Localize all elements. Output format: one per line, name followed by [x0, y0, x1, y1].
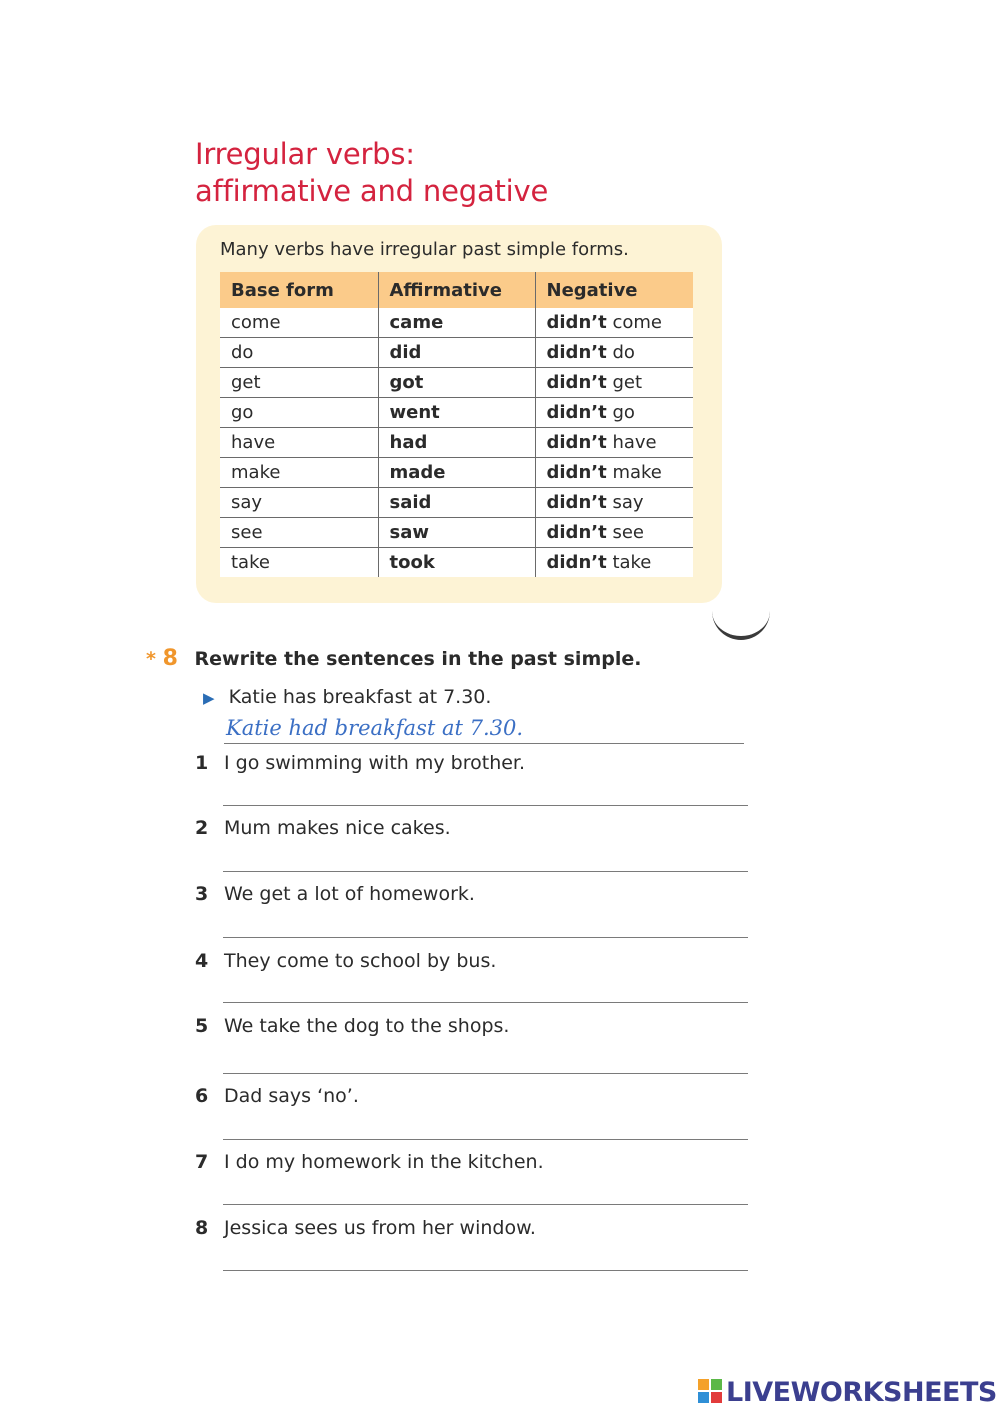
- cell-affirmative: said: [378, 488, 535, 518]
- table-row: [220, 368, 693, 398]
- answer-line[interactable]: [223, 1204, 748, 1205]
- item-sentence: They come to school by bus.: [224, 950, 497, 972]
- cell-affirmative: had: [378, 428, 535, 458]
- negative-verb: take: [612, 552, 652, 573]
- table-row: [220, 518, 693, 548]
- cell-affirmative: took: [378, 548, 535, 578]
- cell-base-form: see: [220, 518, 378, 548]
- item-sentence: I go swimming with my brother.: [224, 752, 526, 774]
- cell-affirmative: did: [378, 338, 535, 368]
- cell-base-form: take: [220, 548, 378, 578]
- cell-negative: [535, 428, 693, 458]
- example-sentence: Katie has breakfast at 7.30.: [228, 686, 492, 708]
- item-sentence: Dad says ‘no’.: [224, 1085, 359, 1107]
- answer-line[interactable]: [223, 937, 748, 938]
- liveworksheets-logo-icon: [697, 1378, 723, 1404]
- table-row: [220, 398, 693, 428]
- table-row: [220, 338, 693, 368]
- exercise-item: [195, 1217, 536, 1239]
- answer-line[interactable]: [223, 1073, 748, 1074]
- negative-verb: come: [612, 312, 662, 333]
- cell-affirmative: came: [378, 308, 535, 338]
- negative-auxiliary: didn’t: [546, 552, 607, 573]
- exercise-item: [195, 817, 451, 839]
- negative-verb: see: [612, 522, 644, 543]
- item-sentence: We take the dog to the shops.: [224, 1015, 510, 1037]
- item-sentence: I do my homework in the kitchen.: [224, 1151, 544, 1173]
- header-base-form: Base form: [220, 272, 378, 308]
- negative-verb: have: [612, 432, 657, 453]
- negative-auxiliary: didn’t: [546, 432, 607, 453]
- difficulty-star-icon: *: [146, 648, 156, 670]
- negative-auxiliary: didn’t: [546, 522, 607, 543]
- header-negative: Negative: [535, 272, 693, 308]
- exercise-item: [195, 950, 496, 972]
- cell-base-form: say: [220, 488, 378, 518]
- brand-logo: [697, 1377, 997, 1408]
- negative-auxiliary: didn’t: [546, 492, 607, 513]
- negative-verb: do: [612, 342, 635, 363]
- item-sentence: We get a lot of homework.: [224, 883, 475, 905]
- negative-verb: make: [612, 462, 662, 483]
- title-line-1: Irregular verbs:: [195, 137, 415, 171]
- item-number: 6: [195, 1085, 209, 1107]
- cell-base-form: go: [220, 398, 378, 428]
- example-item: [203, 686, 491, 708]
- answer-line[interactable]: [223, 1139, 748, 1140]
- header-affirmative: Affirmative: [378, 272, 535, 308]
- item-number: 3: [195, 883, 209, 905]
- cell-negative: [535, 458, 693, 488]
- cell-negative: [535, 548, 693, 578]
- cell-base-form: come: [220, 308, 378, 338]
- item-number: 5: [195, 1015, 209, 1037]
- exercise-heading: [146, 646, 641, 671]
- cell-negative: [535, 488, 693, 518]
- play-arrow-icon: ▶: [203, 689, 215, 707]
- item-number: 7: [195, 1151, 209, 1173]
- exercise-item: [195, 883, 475, 905]
- example-answer: Katie had breakfast at 7.30.: [226, 716, 524, 740]
- item-sentence: Jessica sees us from her window.: [224, 1217, 536, 1239]
- cell-negative: [535, 398, 693, 428]
- exercise-number: 8: [162, 646, 178, 671]
- negative-auxiliary: didn’t: [546, 312, 607, 333]
- irregular-verbs-table: [220, 272, 693, 577]
- cell-negative: [535, 368, 693, 398]
- cell-affirmative: made: [378, 458, 535, 488]
- cell-negative: [535, 518, 693, 548]
- answer-line[interactable]: [223, 805, 748, 806]
- negative-verb: say: [612, 492, 644, 513]
- section-title: [195, 136, 548, 210]
- grammar-intro: Many verbs have irregular past simple forms.: [220, 239, 629, 260]
- table-row: [220, 428, 693, 458]
- negative-auxiliary: didn’t: [546, 372, 607, 393]
- cell-base-form: have: [220, 428, 378, 458]
- table-header-row: [220, 272, 693, 308]
- negative-auxiliary: didn’t: [546, 462, 607, 483]
- cell-base-form: do: [220, 338, 378, 368]
- item-number: 8: [195, 1217, 209, 1239]
- cell-base-form: get: [220, 368, 378, 398]
- negative-auxiliary: didn’t: [546, 342, 607, 363]
- exercise-item: [195, 1151, 544, 1173]
- table-row: [220, 458, 693, 488]
- title-line-2: affirmative and negative: [195, 174, 549, 208]
- answer-line[interactable]: [223, 1002, 748, 1003]
- exercise-item: [195, 752, 525, 774]
- exercise-instruction: Rewrite the sentences in the past simple.: [194, 648, 642, 670]
- cell-negative: [535, 308, 693, 338]
- table-row: [220, 308, 693, 338]
- item-number: 1: [195, 752, 209, 774]
- negative-verb: go: [612, 402, 635, 423]
- table-row: [220, 548, 693, 578]
- item-number: 2: [195, 817, 209, 839]
- exercise-item: [195, 1085, 359, 1107]
- cell-negative: [535, 338, 693, 368]
- answer-line[interactable]: [223, 1270, 748, 1271]
- decorative-arc: [712, 606, 770, 640]
- item-number: 4: [195, 950, 209, 972]
- cell-base-form: make: [220, 458, 378, 488]
- negative-auxiliary: didn’t: [546, 402, 607, 423]
- exercise-item: [195, 1015, 509, 1037]
- negative-verb: get: [612, 372, 642, 393]
- table-row: [220, 488, 693, 518]
- example-answer-line: [224, 743, 744, 744]
- cell-affirmative: went: [378, 398, 535, 428]
- cell-affirmative: got: [378, 368, 535, 398]
- item-sentence: Mum makes nice cakes.: [224, 817, 451, 839]
- answer-line[interactable]: [223, 871, 748, 872]
- cell-affirmative: saw: [378, 518, 535, 548]
- brand-text: LIVEWORKSHEETS: [726, 1377, 997, 1408]
